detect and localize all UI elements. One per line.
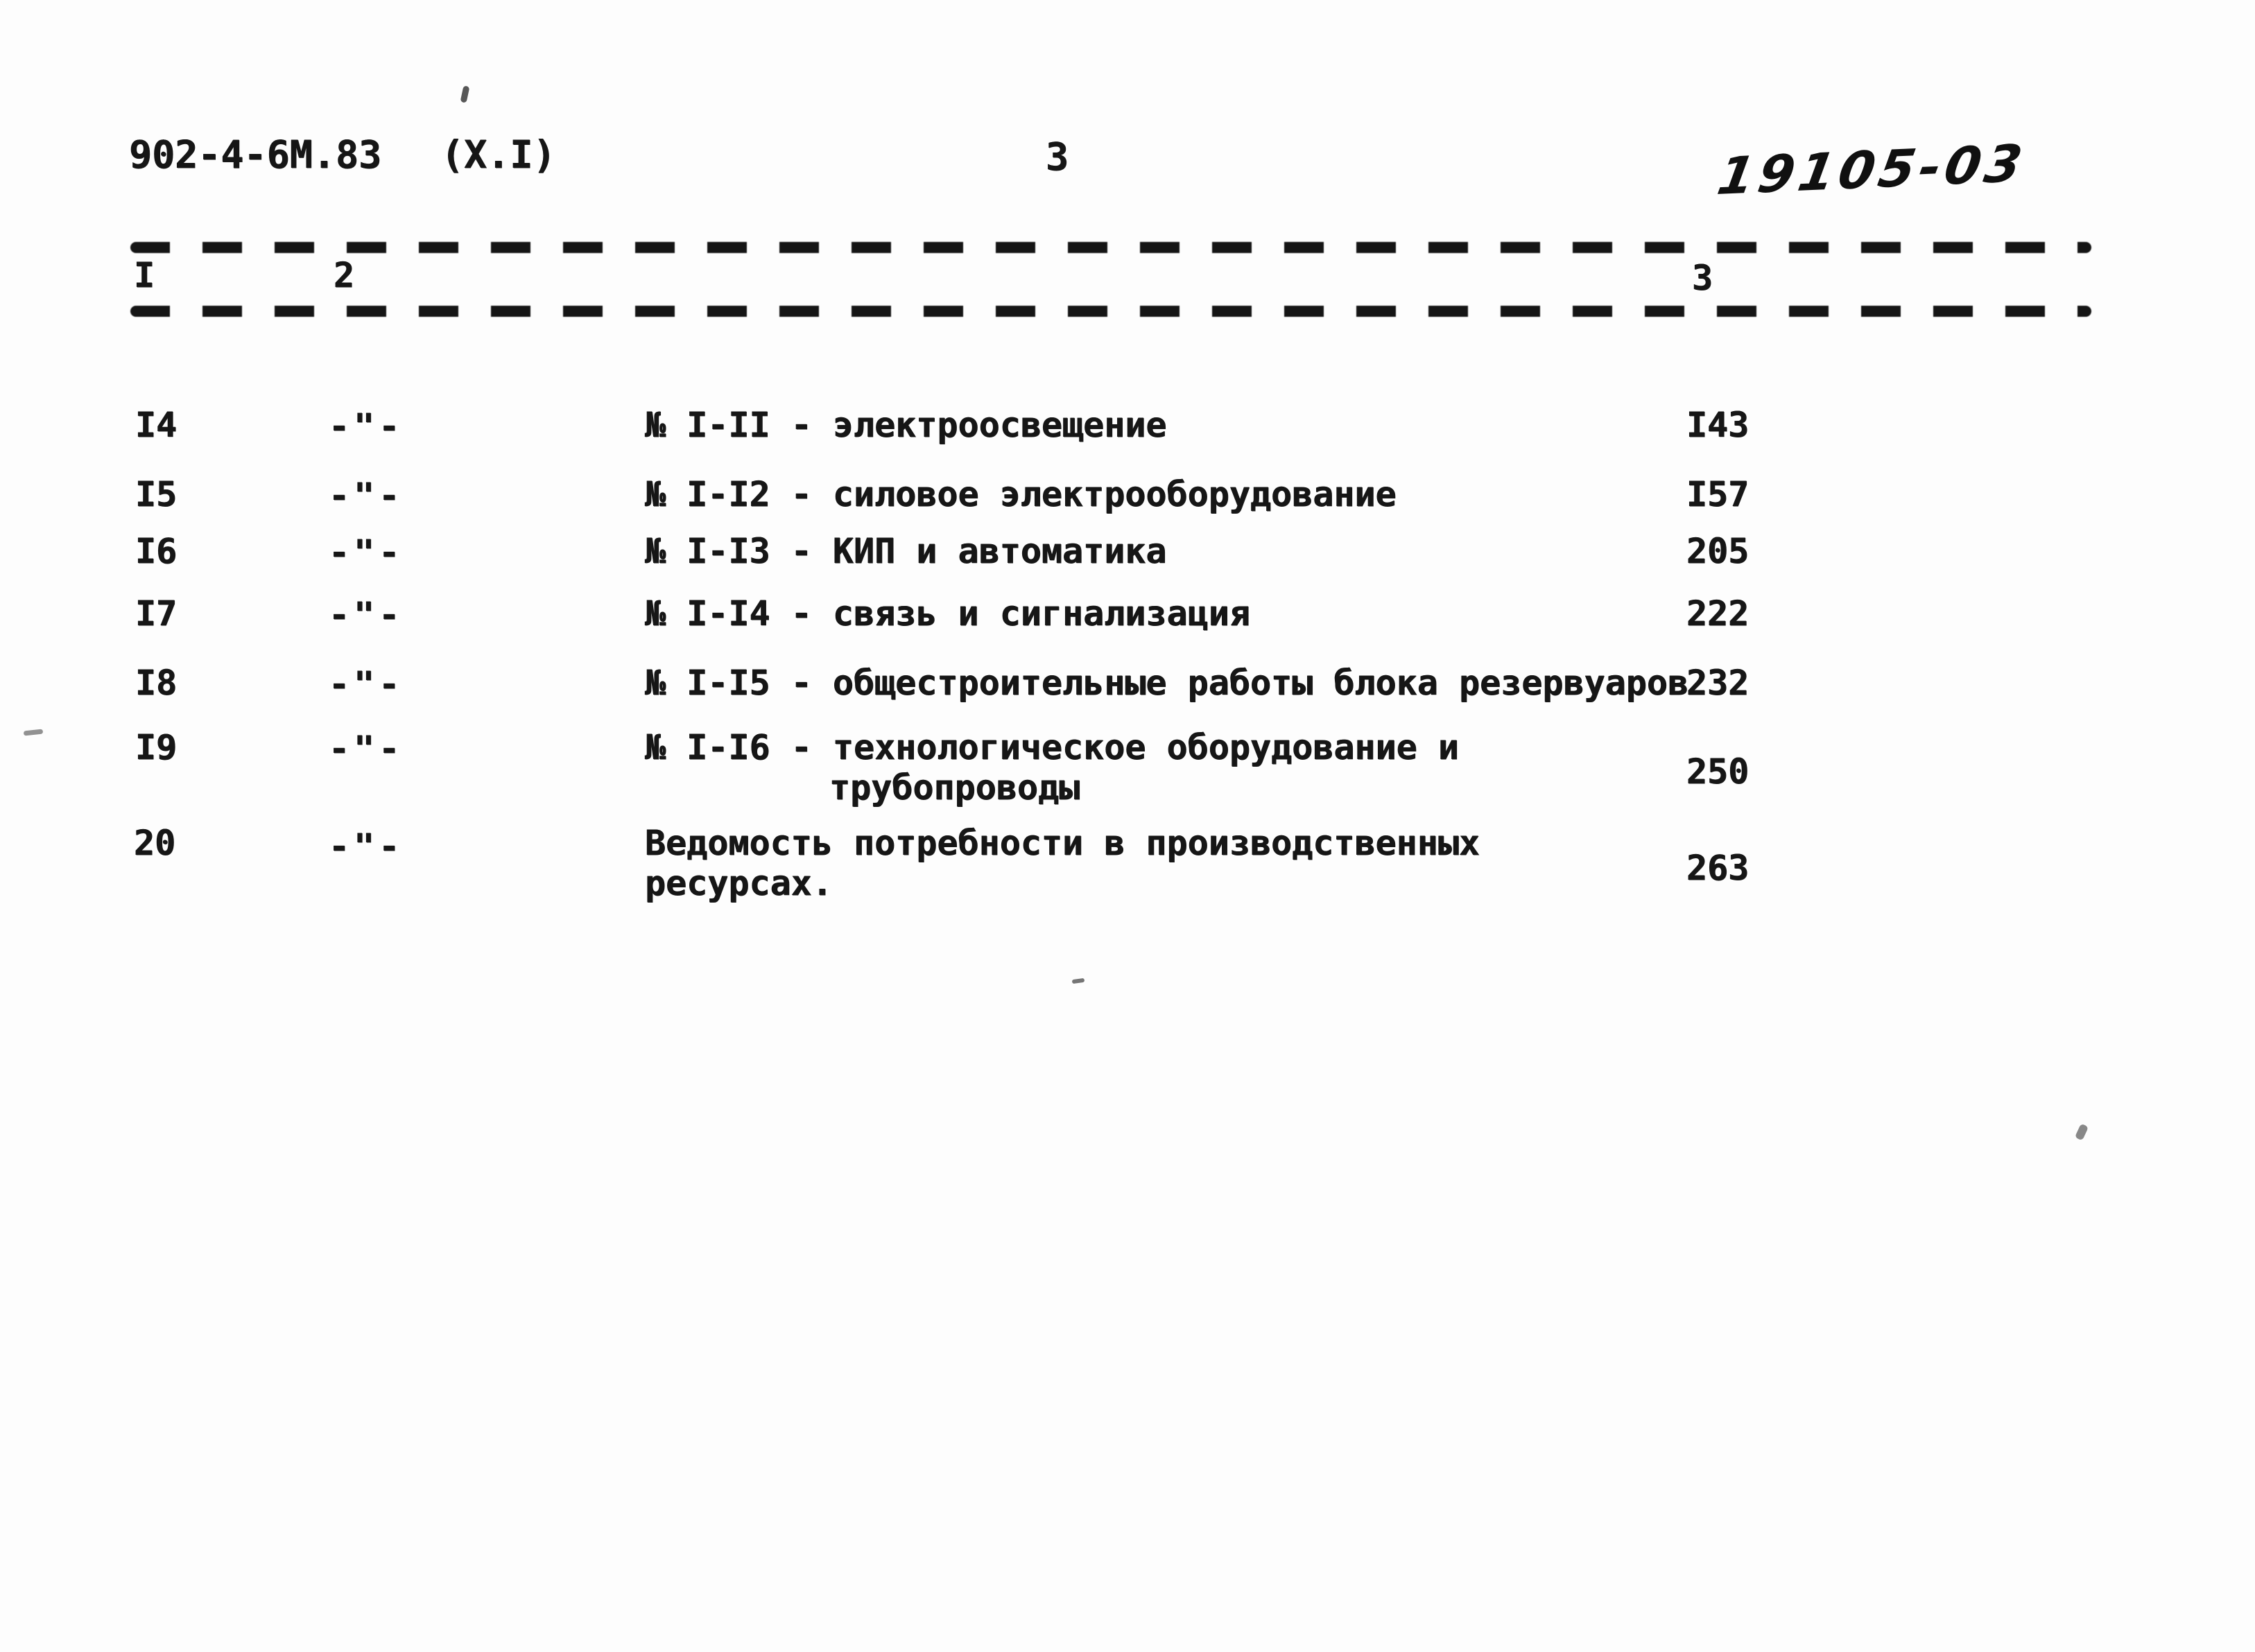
row-title-line2: ресурсах. [645,863,833,903]
ditto-mark: -"- [329,664,404,704]
column-header-1: I [134,255,155,295]
row-page: I43 [1686,405,1749,445]
row-title: № I-I4 - связь и сигнализация [645,593,1250,634]
dashed-rule-bottom [130,306,2091,317]
ditto-mark: -"- [329,826,404,867]
row-title: № I-I2 - силовое электрооборудование [645,474,1397,514]
row-number: I5 [135,474,178,514]
row-title: № I-II - электроосвещение [645,405,1167,445]
row-number: I9 [135,727,178,767]
row-number: I4 [135,405,178,445]
row-title: № I-I5 - общестроительные работы блока резервуаров [645,663,1689,703]
scan-artifact-comma [460,85,470,103]
ditto-mark: -"- [329,532,404,573]
row-number: I6 [135,531,178,571]
row-page: I57 [1686,474,1749,514]
handwritten-inventory-code: 19105-03 [1713,133,2031,207]
ditto-mark: -"- [329,595,404,635]
row-number: I8 [135,663,178,703]
column-header-2: 2 [334,255,355,295]
row-number: 20 [134,823,176,863]
volume-label: (Х.I) [441,132,556,177]
row-title: Ведомость потребности в производственных [645,823,1480,863]
ditto-mark: -"- [329,729,404,769]
row-page: 222 [1686,593,1749,634]
ditto-mark: -"- [329,406,404,446]
scan-artifact-apostrophe-right [2075,1123,2089,1140]
ditto-mark: -"- [329,476,404,516]
page-number: 3 [1046,134,1069,179]
column-header-3: 3 [1692,258,1713,298]
row-page: 232 [1686,663,1749,703]
dashed-rule-top [130,242,2091,253]
row-number: I7 [135,593,178,634]
row-title: № I-I3 - КИП и автоматика [645,531,1167,571]
row-page: 205 [1686,531,1749,571]
row-title: № I-I6 - технологическое оборудование и [645,727,1459,767]
scan-artifact-dash-center [1072,978,1085,984]
scan-artifact-dash-left [24,729,44,736]
row-title-line2: трубопроводы [829,767,1080,808]
row-page: 263 [1686,848,1749,888]
row-page: 250 [1686,751,1749,792]
doc-code: 902-4-6М.83 [129,132,382,177]
